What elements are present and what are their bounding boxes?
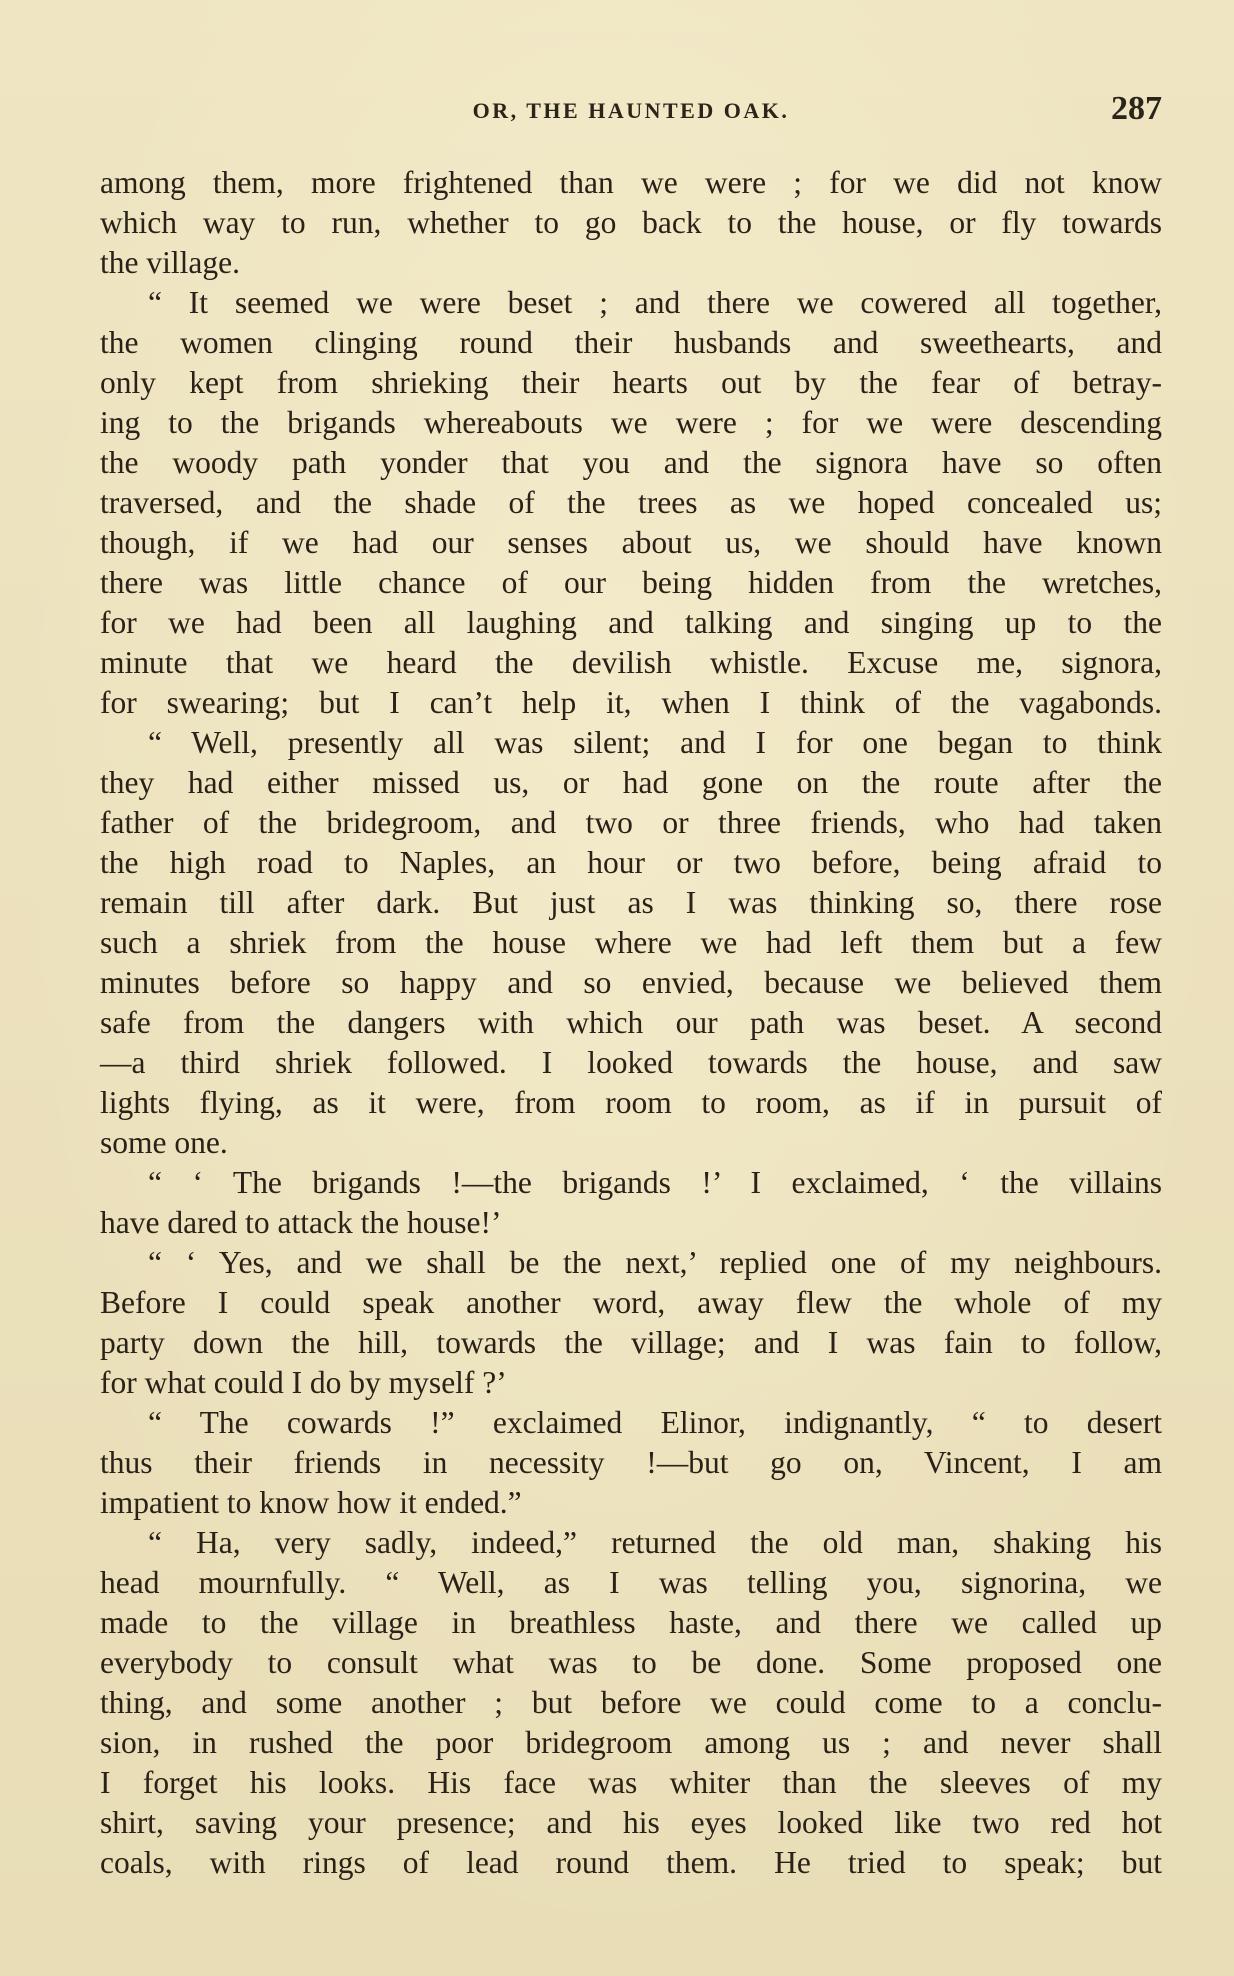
text-line: Before I could speak another word, away flew the whole of my [100, 1285, 1162, 1320]
paragraph-start-line: “ It seemed we were beset ; and there we cowered all together, [148, 285, 1162, 320]
text-line: sion, in rushed the poor bridegroom among us ; and never shall [100, 1725, 1162, 1760]
text-line: for swearing; but I can’t help it, when I think of the vagabonds. [100, 685, 1162, 720]
text-line: the village. [100, 245, 240, 280]
paragraph-start-line: “ Ha, very sadly, indeed,” returned the old man, shaking his [148, 1525, 1162, 1560]
text-line: among them, more frightened than we were ; for we did not know [100, 165, 1162, 200]
text-line: the high road to Naples, an hour or two before, being afraid to [100, 845, 1162, 880]
text-line: they had either missed us, or had gone on the route after the [100, 765, 1162, 800]
page-header [100, 90, 1162, 134]
text-line: remain till after dark. But just as I was thinking so, there rose [100, 885, 1162, 920]
text-line: minutes before so happy and so envied, because we believed them [100, 965, 1162, 1000]
text-line: such a shriek from the house where we had left them but a few [100, 925, 1162, 960]
paragraph-start-line: “ The cowards !” exclaimed Elinor, indignantly, “ to desert [148, 1405, 1162, 1440]
running-head: OR, THE HAUNTED OAK. [472, 98, 790, 123]
text-line: safe from the dangers with which our path was beset. A second [100, 1005, 1162, 1040]
text-line: I forget his looks. His face was whiter than the sleeves of my [100, 1765, 1162, 1800]
text-line: head mournfully. “ Well, as I was telling you, signorina, we [100, 1565, 1162, 1600]
text-line: the women clinging round their husbands and sweethearts, and [100, 325, 1162, 360]
page-number: 287 [1111, 90, 1162, 127]
text-line: made to the village in breathless haste, and there we called up [100, 1605, 1162, 1640]
paragraph-start-line: “ Well, presently all was silent; and I for one began to think [148, 725, 1162, 760]
text-line: though, if we had our senses about us, we should have known [100, 525, 1162, 560]
text-line: the woody path yonder that you and the signora have so often [100, 445, 1162, 480]
text-line: for what could I do by myself ?’ [100, 1365, 507, 1400]
text-line: impatient to know how it ended.” [100, 1485, 522, 1520]
text-line: thus their friends in necessity !—but go on, Vincent, I am [100, 1445, 1162, 1480]
text-line: —a third shriek followed. I looked towards the house, and saw [100, 1045, 1162, 1080]
text-line: some one. [100, 1125, 228, 1160]
text-line: thing, and some another ; but before we could come to a conclu- [100, 1685, 1162, 1720]
text-line: for we had been all laughing and talking and singing up to the [100, 605, 1162, 640]
paragraph-start-line: “ ‘ Yes, and we shall be the next,’ replied one of my neighbours. [148, 1245, 1162, 1280]
text-line: lights flying, as it were, from room to room, as if in pursuit of [100, 1085, 1162, 1120]
text-line: minute that we heard the devilish whistle. Excuse me, signora, [100, 645, 1162, 680]
text-line: traversed, and the shade of the trees as we hoped concealed us; [100, 485, 1162, 520]
text-line: party down the hill, towards the village; and I was fain to follow, [100, 1325, 1162, 1360]
text-line: shirt, saving your presence; and his eyes looked like two red hot [100, 1805, 1162, 1840]
text-line: have dared to attack the house!’ [100, 1205, 502, 1240]
paragraph-start-line: “ ‘ The brigands !—the brigands !’ I exclaimed, ‘ the villains [148, 1165, 1162, 1200]
text-line: ing to the brigands whereabouts we were ; for we were descending [100, 405, 1162, 440]
text-line: everybody to consult what was to be done. Some proposed one [100, 1645, 1162, 1680]
text-line: father of the bridegroom, and two or three friends, who had taken [100, 805, 1162, 840]
text-line: coals, with rings of lead round them. He tried to speak; but [100, 1845, 1162, 1880]
body-text [100, 163, 1162, 1883]
text-line: which way to run, whether to go back to the house, or fly towards [100, 205, 1162, 240]
text-line: only kept from shrieking their hearts out by the fear of betray- [100, 365, 1162, 400]
text-line: there was little chance of our being hidden from the wretches, [100, 565, 1162, 600]
